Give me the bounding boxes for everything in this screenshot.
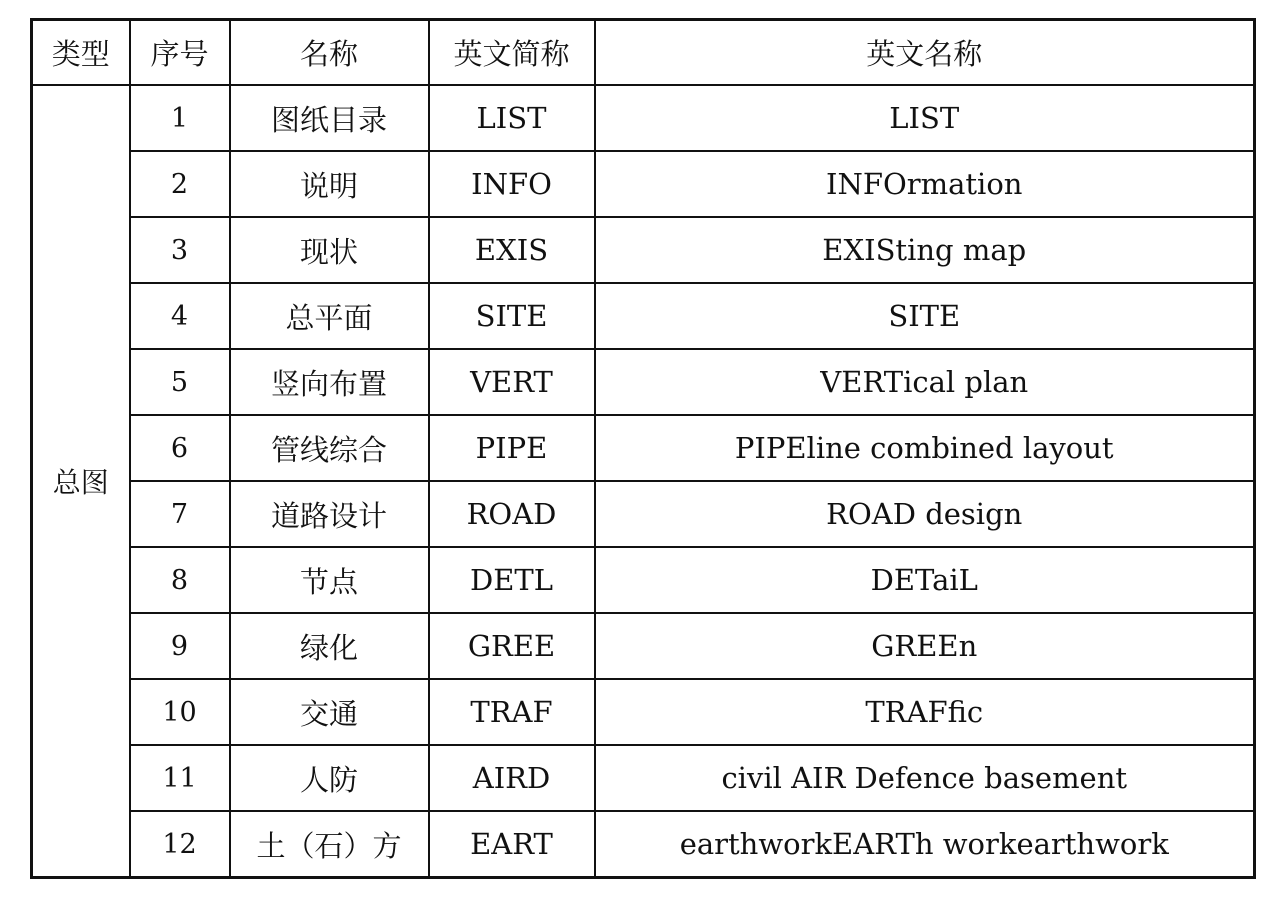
- table-row: [32, 745, 1255, 811]
- table-row: [32, 415, 1255, 481]
- header-abbreviation: 英文简称: [429, 20, 595, 86]
- index-cell: 3: [130, 217, 230, 283]
- index-cell: 1: [130, 85, 230, 151]
- english-name-cell: SITE: [595, 283, 1255, 349]
- table-row: [32, 349, 1255, 415]
- english-name-cell: LIST: [595, 85, 1255, 151]
- header-type: 类型: [32, 20, 130, 86]
- table-row: [32, 811, 1255, 878]
- header-index: 序号: [130, 20, 230, 86]
- table-row: [32, 679, 1255, 745]
- name-cell: 管线综合: [230, 415, 429, 481]
- header-name: 名称: [230, 20, 429, 86]
- abbreviation-cell: PIPE: [429, 415, 595, 481]
- english-name-cell: PIPEline combined layout: [595, 415, 1255, 481]
- index-cell: 2: [130, 151, 230, 217]
- abbreviation-cell: INFO: [429, 151, 595, 217]
- abbreviation-cell: VERT: [429, 349, 595, 415]
- header-english-name: 英文名称: [595, 20, 1255, 86]
- english-name-cell: civil AIR Defence basement: [595, 745, 1255, 811]
- table-row: [32, 547, 1255, 613]
- abbreviation-cell: EXIS: [429, 217, 595, 283]
- index-cell: 11: [130, 745, 230, 811]
- english-name-cell: GREEn: [595, 613, 1255, 679]
- english-name-cell: EXISting map: [595, 217, 1255, 283]
- abbreviation-cell: SITE: [429, 283, 595, 349]
- name-cell: 交通: [230, 679, 429, 745]
- english-name-cell: INFOrmation: [595, 151, 1255, 217]
- english-name-cell: DETaiL: [595, 547, 1255, 613]
- table-row: [32, 613, 1255, 679]
- abbreviation-cell: EART: [429, 811, 595, 878]
- abbreviation-cell: ROAD: [429, 481, 595, 547]
- index-cell: 9: [130, 613, 230, 679]
- table-row: [32, 481, 1255, 547]
- name-cell: 现状: [230, 217, 429, 283]
- abbreviation-cell: TRAF: [429, 679, 595, 745]
- index-cell: 6: [130, 415, 230, 481]
- name-cell: 竖向布置: [230, 349, 429, 415]
- english-name-cell: TRAFfic: [595, 679, 1255, 745]
- index-cell: 12: [130, 811, 230, 878]
- drawing-code-table: [30, 18, 1256, 879]
- name-cell: 总平面: [230, 283, 429, 349]
- name-cell: 图纸目录: [230, 85, 429, 151]
- table-row: [32, 217, 1255, 283]
- index-cell: 7: [130, 481, 230, 547]
- abbreviation-cell: DETL: [429, 547, 595, 613]
- name-cell: 道路设计: [230, 481, 429, 547]
- index-cell: 5: [130, 349, 230, 415]
- index-cell: 8: [130, 547, 230, 613]
- index-cell: 10: [130, 679, 230, 745]
- table-row: [32, 85, 1255, 151]
- category-cell: 总图: [32, 85, 130, 878]
- english-name-cell: VERTical plan: [595, 349, 1255, 415]
- english-name-cell: earthworkEARTh workearthwork: [595, 811, 1255, 878]
- name-cell: 绿化: [230, 613, 429, 679]
- name-cell: 人防: [230, 745, 429, 811]
- name-cell: 节点: [230, 547, 429, 613]
- table-row: [32, 151, 1255, 217]
- abbreviation-cell: AIRD: [429, 745, 595, 811]
- header-row: [32, 20, 1255, 86]
- abbreviation-cell: GREE: [429, 613, 595, 679]
- abbreviation-cell: LIST: [429, 85, 595, 151]
- index-cell: 4: [130, 283, 230, 349]
- name-cell: 说明: [230, 151, 429, 217]
- table-row: [32, 283, 1255, 349]
- name-cell: 土（石）方: [230, 811, 429, 878]
- english-name-cell: ROAD design: [595, 481, 1255, 547]
